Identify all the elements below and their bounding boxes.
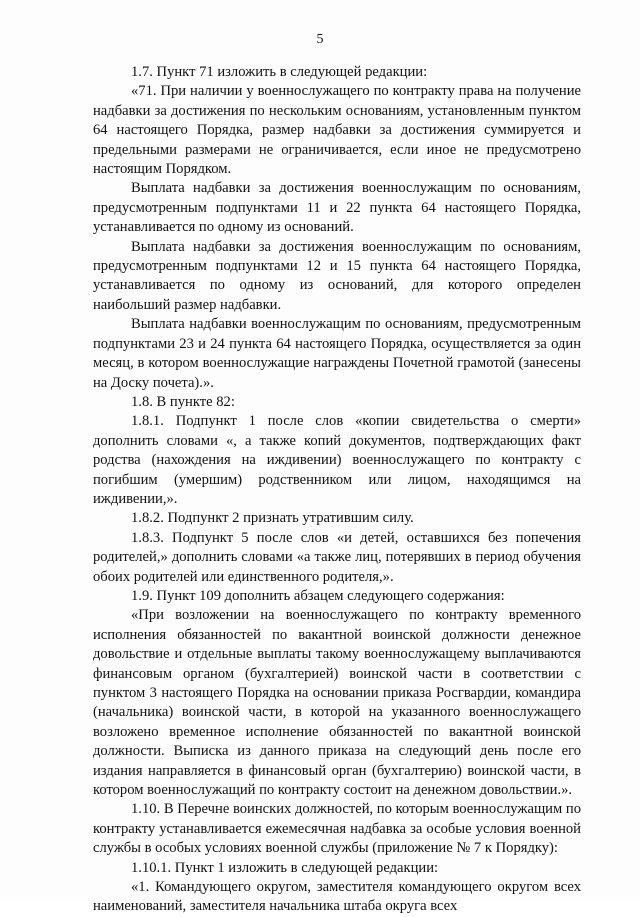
paragraph-1-10-1-quote: «1. Командующего округом, заместителя командующего округом всех наименований, заместителя начальника штаба округа всех <box>93 879 581 915</box>
paragraph-1-10: 1.10. В Перечне воинских должностей, по которым военнослужащим по контракту устанавливается ежемесячная надбавка за особые условия военной службы в особых условиях военной службы (приложение № 7 к Порядку): <box>93 801 581 857</box>
paragraph-1-9: 1.9. Пункт 109 дополнить абзацем следующего содержания: <box>131 587 505 604</box>
document-body <box>93 63 581 917</box>
paragraph-71-subpoints-23-24: Выплата надбавки военнослужащим по основаниям, предусмотренным подпунктами 23 и 24 пункта 64 настоящего Порядка, осуществляется за один месяц, в котором военнослужащие награждены Почетной грамотой (занесены на Доску почета).». <box>93 316 581 391</box>
paragraph-1-8-2: 1.8.2. Подпункт 2 признать утратившим силу. <box>131 510 414 527</box>
paragraph-1-7: 1.7. Пункт 71 изложить в следующей редакции: <box>131 64 428 80</box>
page-number: 5 <box>316 32 324 47</box>
paragraph-71-intro: «71. При наличии у военнослужащего по контракту права на получение надбавки за достижения по нескольким основаниям, установленным пунктом 64 настоящего Порядка, размер надбавки за достижения суммируется и предельными размерами не ограничивается, если иное не предусмотрено настоящим Порядком. <box>93 83 581 178</box>
paragraph-1-8-3: 1.8.3. Подпункт 5 после слов «и детей, оставшихся без попечения родителей,» дополнить словами «а также лиц, потерявших в период обучения обоих родителей или единственного родителя,». <box>93 529 581 585</box>
paragraph-71-subpoints-12-15: Выплата надбавки за достижения военнослужащим по основаниям, предусмотренным подпунктами 12 и 15 пункта 64 настоящего Порядка, устанавливается по одному из оснований, для которого определен наибольший размер надбавки. <box>93 238 581 313</box>
paragraph-1-8: 1.8. В пункте 82: <box>131 393 235 410</box>
paragraph-1-8-1: 1.8.1. Подпункт 1 после слов «копии свидетельства о смерти» дополнить словами «, а также копий документов, подтверждающих факт родства (нахождения на иждивении) военнослужащего по контракту с погибшим (умершим) родственником или лицом, находящимся на иждивении,». <box>93 413 581 507</box>
paragraph-1-9-quote: «При возложении на военнослужащего по контракту временного исполнения обязанностей по вакантной воинской должности денежное довольствие и отдельные выплаты такому военнослужащему выплачиваются финансовым органом (бухгалтерией) воинской части в соответствии с пунктом 3 настоящего Порядка на основании приказа Росгвардии, командира (начальника) воинской части, в которой на указанного военнослужащего возложено временное исполнение обязанностей по вакантной воинской должности. Выписка из данного приказа на следующий день после его издания направляется в финансовый орган (бухгалтерию) воинской части, в котором военнослужащий по контракту состоит на денежном довольствии.». <box>93 607 581 799</box>
paragraph-1-10-1: 1.10.1. Пункт 1 изложить в следующей редакции: <box>131 859 439 876</box>
paragraph-71-subpoints-11-22: Выплата надбавки за достижения военнослужащим по основаниям, предусмотренным подпунктами 11 и 22 пункта 64 настоящего Порядка, устанавливается по одному из оснований. <box>93 180 581 236</box>
